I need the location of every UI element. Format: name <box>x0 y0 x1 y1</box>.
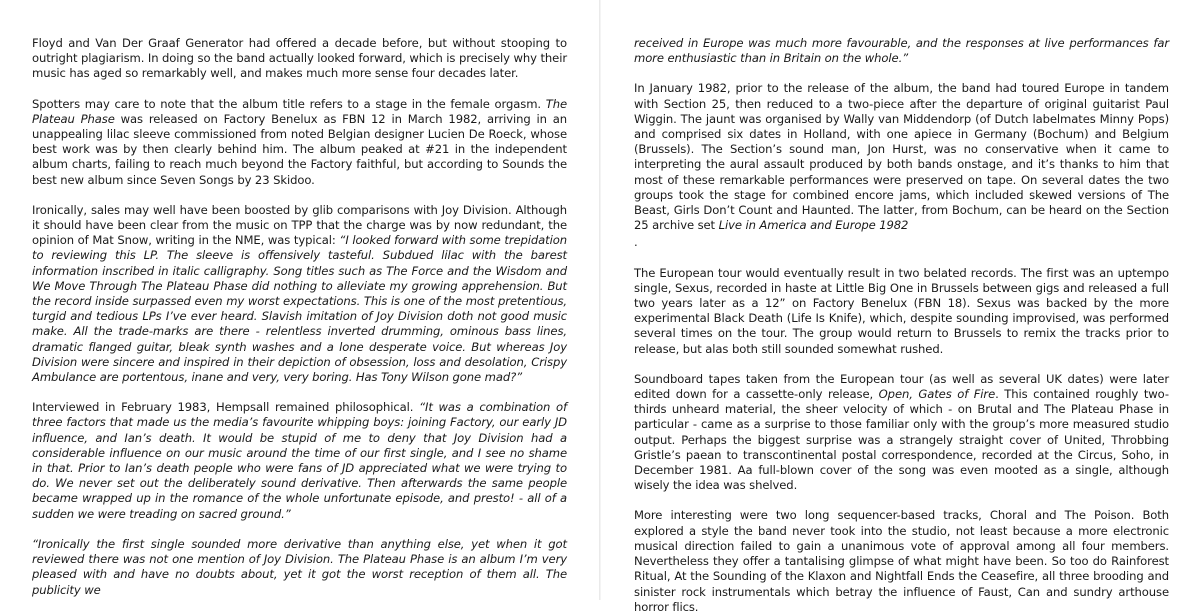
archive-set-title: Live in America and Europe 1982 <box>718 218 909 233</box>
right-paragraph-1 <box>634 36 1169 66</box>
right-paragraph-2: In January 1982, prior to the release of the album, the band had toured Europe in tandem with Section 25, then reduced to a two-piece after the departure of original guitarist Paul Wiggin. The jaunt was organised by Wally van Middendorp (of Dutch labelmates Minny Pops) and comprised six dates in Holland, with one apiece in Germany (Bochum) and Belgium (Brussels). The Section’s sound man, Jon Hurst, was no conservative when it came to interpreting the aural assault produced by both bands onstage, and it’s thanks to him that most of these remarkable performances were preserved on tape. On several dates the two groups took the stage for combined encore jams, which included skewed versions of The Beast, Girls Don’t Count and Haunted. The latter, from Bochum, can be heard on the Section 25 archive set Live in America and Europe 1982 <box>634 81 1169 233</box>
left-page <box>32 36 567 598</box>
right-paragraph-2-dot: . <box>634 235 638 250</box>
cassette-title: Open, Gates of Fire <box>878 387 996 402</box>
left-paragraph-5 <box>32 537 567 598</box>
right-page <box>634 36 1169 615</box>
page-fold <box>599 0 601 600</box>
hempsall-quote-continued: “Ironically the first single sounded more derivative than anything else, yet when it got reviewed there was not one mention of Joy Division. The Plateau Phase is an album I’m very pleased with and have no doubts about, yet it got the worst reception of them all. The publicity we <box>32 536 567 597</box>
left-paragraph-2: Spotters may care to note that the album title refers to a stage in the female orgasm. The Plateau Phase was released on Factory Benelux as FBN 12 in March 1982, arriving in an unappealing lilac sleeve commissioned from noted Belgian designer Lucien De Roeck, whose best work was by then clearly behind him. The album peaked at #21 in the independent album charts, failing to reach much beyond the Factory faithful, but according to Sounds the best new album since Seven Songs by 23 Skidoo. <box>32 96 567 187</box>
album-title-italic: The Plateau Phase <box>32 96 567 126</box>
left-paragraph-3: Ironically, sales may well have been boosted by glib comparisons with Joy Division. Although it should have been clear from the music on TPP that the charge was by now redundant, the opinion of Mat Snow, writing in the NME, was typical: “I looked forward with some trepidation to reviewing this LP. The sleeve is offensively tasteful. Subdued lilac with the barest information inscribed in italic calligraphy. Song titles such as The Force and the Wisdom and We Move Through The Plateau Phase did nothing to alleviate my growing apprehension. But the record inside surpassed even my worst expectations. This is one of the most pretentious, turgid and tedious LPs I’ve ever heard. Slavish imitation of Joy Division doth not good music make. All the trade-marks are there - relentless inverted drumming, ominous bass lines, dramatic flanged guitar, bleak synth washes and a lone desperate voice. But whereas Joy Division were sincere and inspired in their depiction of obsession, loss and desolation, Crispy Ambulance are portentous, inane and very, very boring. Has Tony Wilson gone mad?” <box>32 202 567 385</box>
right-paragraph-3: The European tour would eventually result in two belated records. The first was an uptempo single, Sexus, recorded in haste at Little Big One in Brussels between gigs and released a full two years later as a 12” on Factory Benelux (FBN 18). Sexus was backed by the more experimental Black Death (Life Is Knife), which, despite sounding improvised, was performed several times on the tour. The group would return to Brussels to remix the tracks prior to release, but alas both still sounded somewhat rushed. <box>634 265 1169 356</box>
nme-review-quote: “I looked forward with some trepidation to reviewing this LP. The sleeve is offensively tasteful. Subdued lilac with the barest information inscribed in italic calligraphy. Song titles such as The Force and the Wisdom and We Move Through The Plateau Phase did nothing to alleviate my growing apprehension. But the record inside surpassed even my worst expectations. This is one of the most pretentious, turgid and tedious LPs I’ve ever heard. Slavish imitation of Joy Division doth not good music make. All the trade-marks are there - relentless inverted drumming, ominous bass lines, dramatic flanged guitar, bleak synth washes and a lone desperate voice. But whereas Joy Division were sincere and inspired in their depiction of obsession, loss and desolation, Crispy Ambulance are portentous, inane and very, very boring. Has Tony Wilson gone mad?” <box>32 233 567 385</box>
left-paragraph-1: Floyd and Van Der Graaf Generator had offered a decade before, but without stooping to outright plagiarism. In doing so the band actually looked forward, which is precisely why their music has aged so remarkably well, and makes much more sense four decades later. <box>32 36 567 81</box>
quote-continuation: received in Europe was much more favourable, and the responses at live performances far more enthusiastic than in Britain on the whole.” <box>634 36 1169 66</box>
left-paragraph-4: Interviewed in February 1983, Hempsall remained philosophical. “It was a combination of three factors that made us the media’s favourite whipping boys: joining Factory, our early JD influence, and Ian’s death. It would be stupid of me to deny that Joy Division had a considerable influence on our music around the time of our first single, and I see no shame in that. Prior to Ian’s death people who were fans of JD appreciated what we were trying to do. We never set out the deliberately sound derivative. Then afterwards the same people became wrapped up in the romance of the whole unfortunate episode, and presto! - all of a sudden we were treading on sacred ground.” <box>32 400 567 521</box>
right-paragraph-5: More interesting were two long sequencer-based tracks, Choral and The Poison. Both explored a style the band never took into the studio, not least because a more electronic musical direction failed to gain a unanimous vote of approval among all four members. Nevertheless they offer a tantalising glimpse of what might have been. So too do Rainforest Ritual, At the Sounding of the Klaxon and Nightfall Ends the Ceasefire, all three brooding and sinister rock instrumentals which betray the influence of Faust, Can and sundry arthouse horror flics. <box>634 508 1169 614</box>
hempsall-quote: “It was a combination of three factors that made us the media’s favourite whipping boys: joining Factory, our early JD influence, and Ian’s death. It would be stupid of me to deny that Joy Division had a considerable influence on our music around the time of our first single, and I see no shame in that. Prior to Ian’s death people who were fans of JD appreciated what we were trying to do. We never set out the deliberately sound derivative. Then afterwards the same people became wrapped up in the romance of the whole unfortunate episode, and presto! - all of a sudden we were treading on sacred ground.” <box>32 400 567 521</box>
right-paragraph-4: Soundboard tapes taken from the European tour (as well as several UK dates) were later edited down for a cassette-only release, Open, Gates of Fire. This contained roughly two-thirds unheard material, the sheer velocity of which - on Brutal and The Plateau Phase in particular - came as a surprise to those familiar only with the group’s more measured studio output. Perhaps the biggest surprise was a strangely straight cover of United, Throbbing Gristle’s paean to transcontinental postal correspondence, recorded at the Circus, Soho, in December 1981. Aa full-blown cover of the song was even mooted as a single, although wisely the idea was shelved. <box>634 371 1169 493</box>
